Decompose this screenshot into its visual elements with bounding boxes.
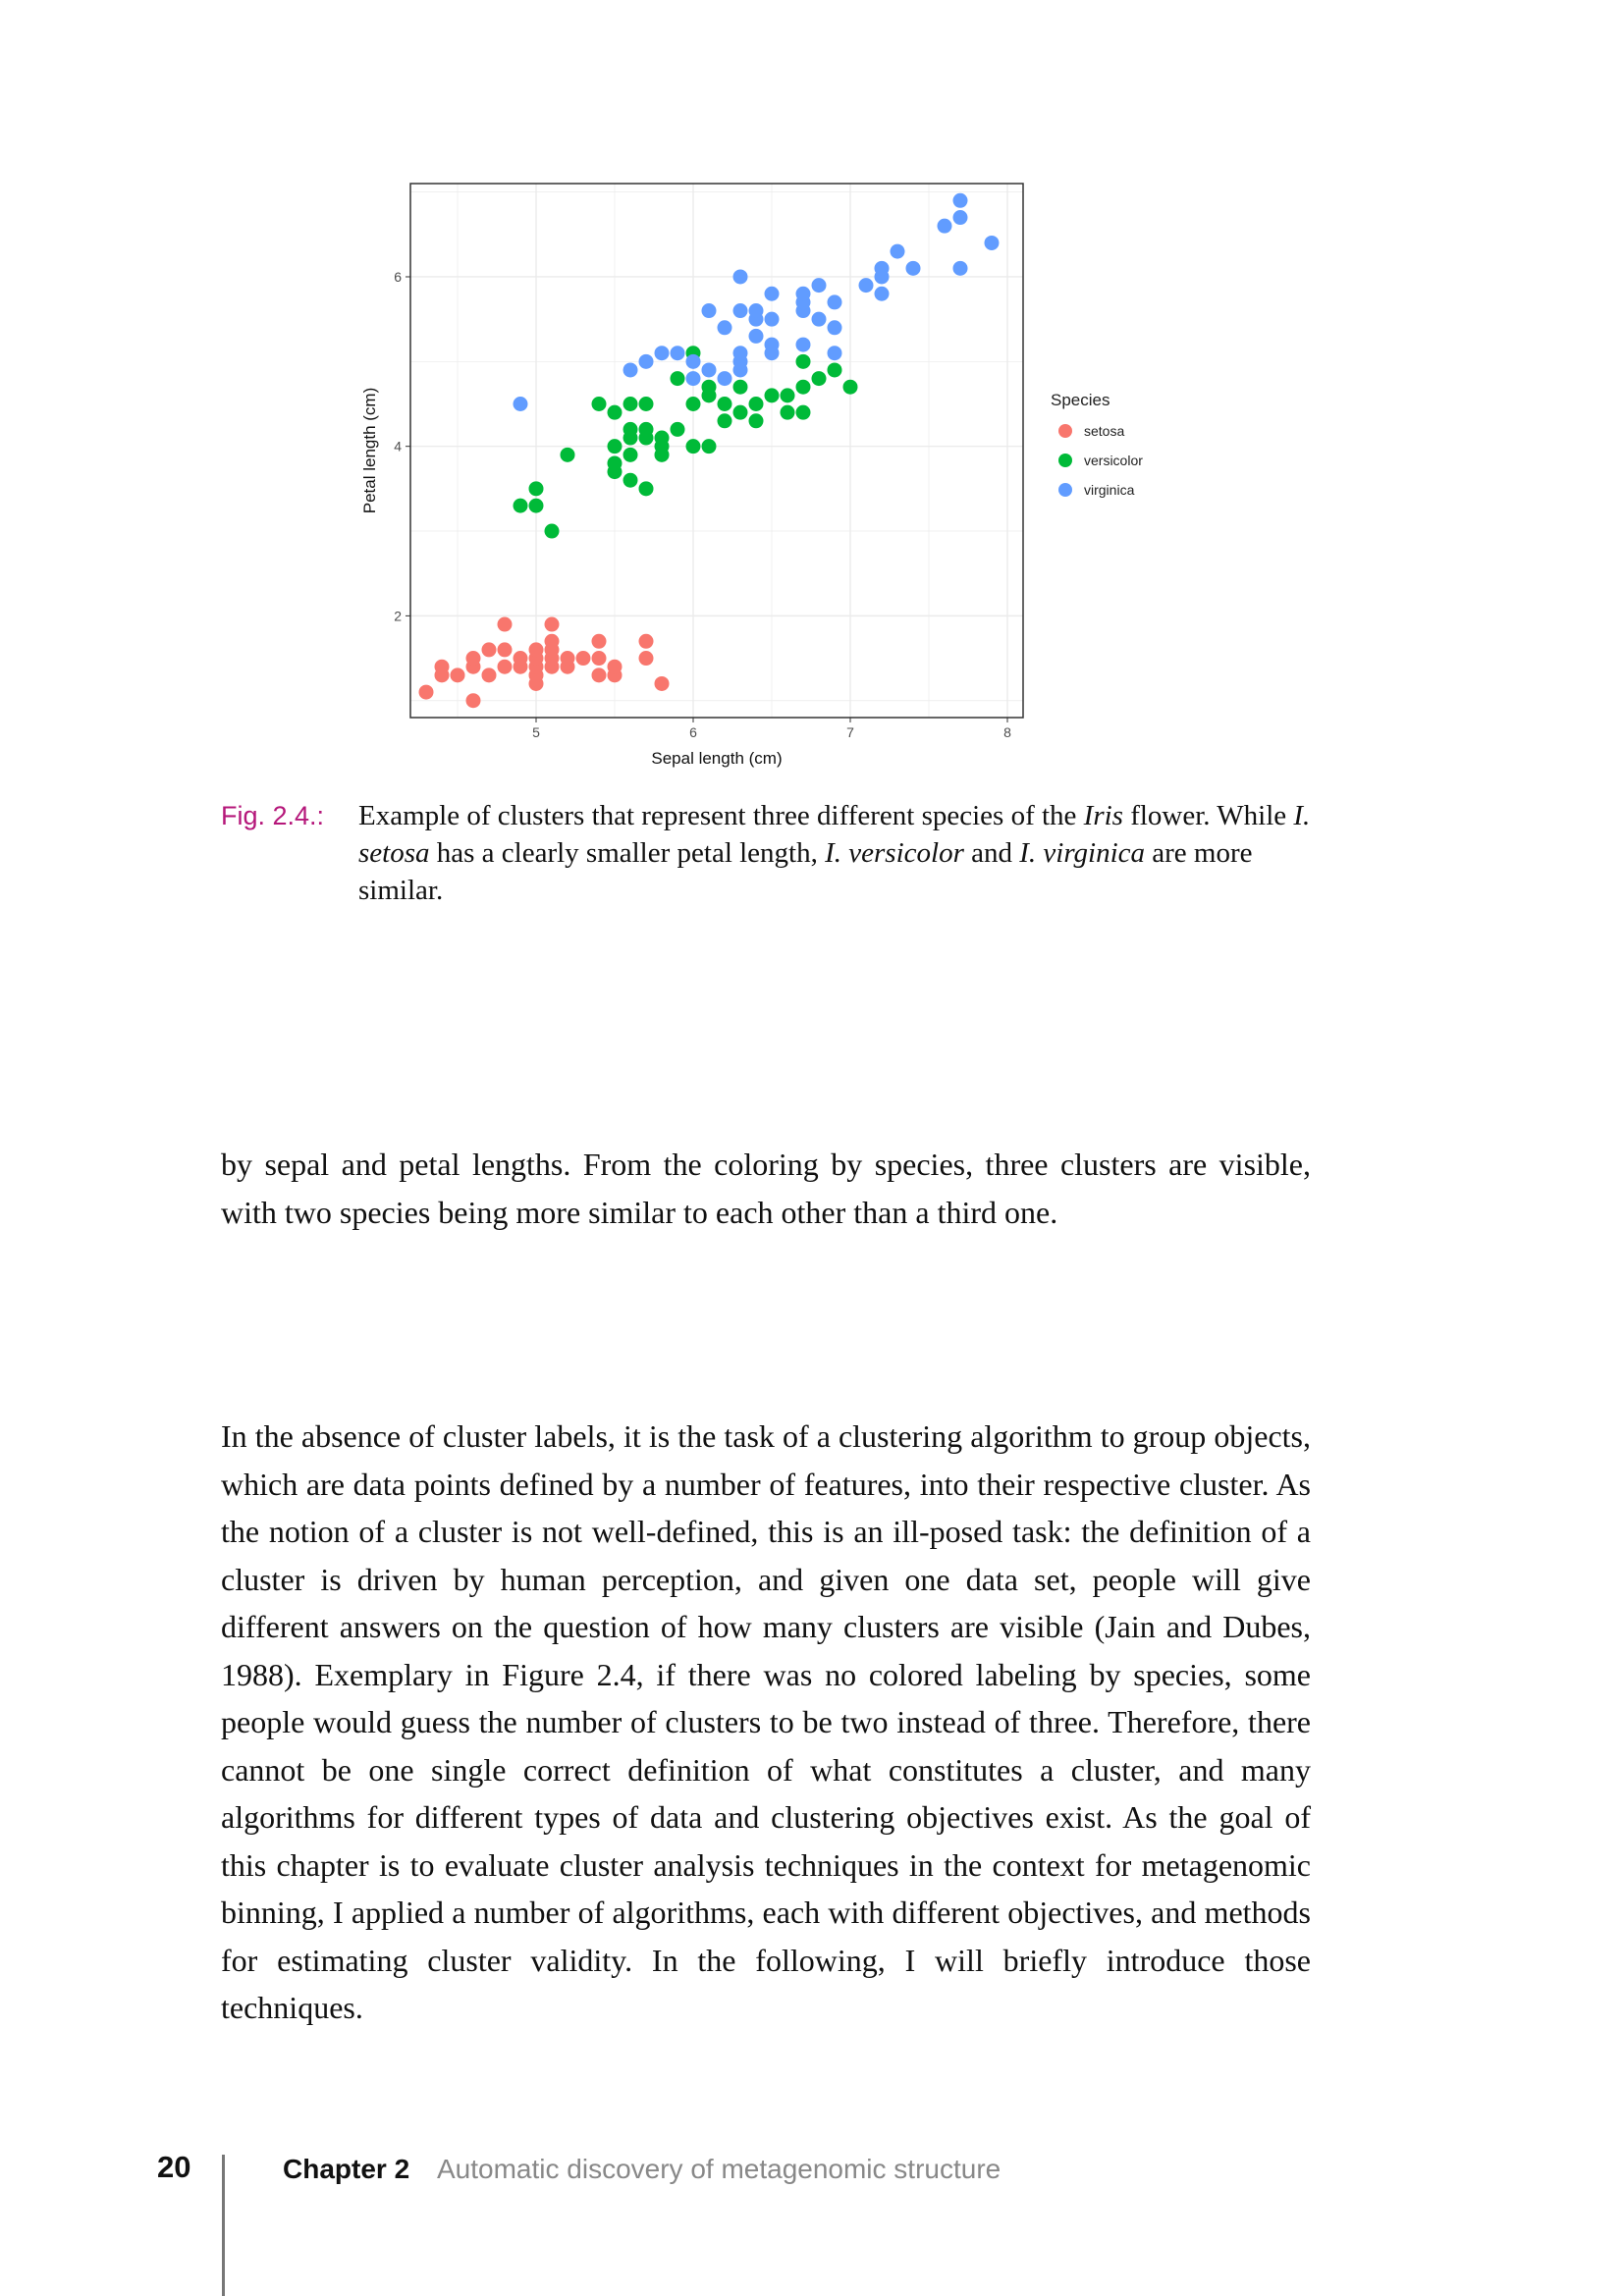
- svg-text:6: 6: [689, 724, 697, 740]
- svg-text:5: 5: [532, 724, 540, 740]
- legend-dot-icon: [1058, 454, 1072, 467]
- legend-title: Species: [1051, 391, 1110, 409]
- svg-text:Sepal length (cm): Sepal length (cm): [651, 749, 783, 768]
- svg-text:7: 7: [846, 724, 854, 740]
- figure-label: Fig. 2.4.:: [221, 801, 325, 830]
- body-paragraph-2: In the absence of cluster labels, it is the task of a clustering algorithm to group objects, which are data points defined by a number of features, into their respective cluster. As the notion of a cluster is not well-defined, this is an ill-posed task: the definition of a cluster is driven by human perception, and given one data set, people will give different answers on the question of how many clusters are visible (Jain and Dubes, 1988). Exemplary in Figure 2.4, if there was no colored labeling by species, some people would guess the number of clusters to be two instead of three. Therefore, there cannot be one single correct definition of what constitutes a cluster, and many algorithms for different types of data and clustering objectives exist. As the goal of this chapter is to evaluate cluster analysis techniques in the context for metagenomic binning, I applied a number of algorithms, each with different objectives, and methods for estimating cluster validity. In the following, I will briefly introduce those techniques.: [221, 1418, 1311, 2025]
- footer-divider: [222, 2155, 225, 2296]
- legend-item-versicolor: versicolor: [1051, 446, 1143, 475]
- legend-item-setosa: setosa: [1051, 416, 1143, 446]
- svg-text:Petal length (cm): Petal length (cm): [360, 387, 379, 514]
- chapter-label: Chapter 2: [283, 2154, 410, 2184]
- caption-text: Example of clusters that represent three different species of the Iris flower. While I. setosa has a clearly smaller petal length, I. versicolor and I. virginica are more similar.: [358, 800, 1311, 906]
- body-paragraph-1: by sepal and petal lengths. From the coloring by species, three clusters are visible, with two species being more similar to each other than a third one.: [221, 1147, 1311, 1230]
- legend: [1051, 391, 1143, 505]
- page-number: 20: [157, 2150, 191, 2184]
- svg-text:8: 8: [1003, 724, 1011, 740]
- svg-text:6: 6: [394, 268, 402, 285]
- scatter-plot: [353, 167, 1060, 785]
- svg-text:4: 4: [394, 438, 402, 454]
- chapter-title: Automatic discovery of metagenomic structure: [437, 2154, 1001, 2184]
- svg-text:2: 2: [394, 608, 402, 624]
- legend-dot-icon: [1058, 424, 1072, 438]
- figure-caption: [221, 797, 1321, 909]
- legend-dot-icon: [1058, 483, 1072, 497]
- legend-item-virginica: virginica: [1051, 475, 1143, 505]
- figure-iris-scatter: [353, 167, 1237, 785]
